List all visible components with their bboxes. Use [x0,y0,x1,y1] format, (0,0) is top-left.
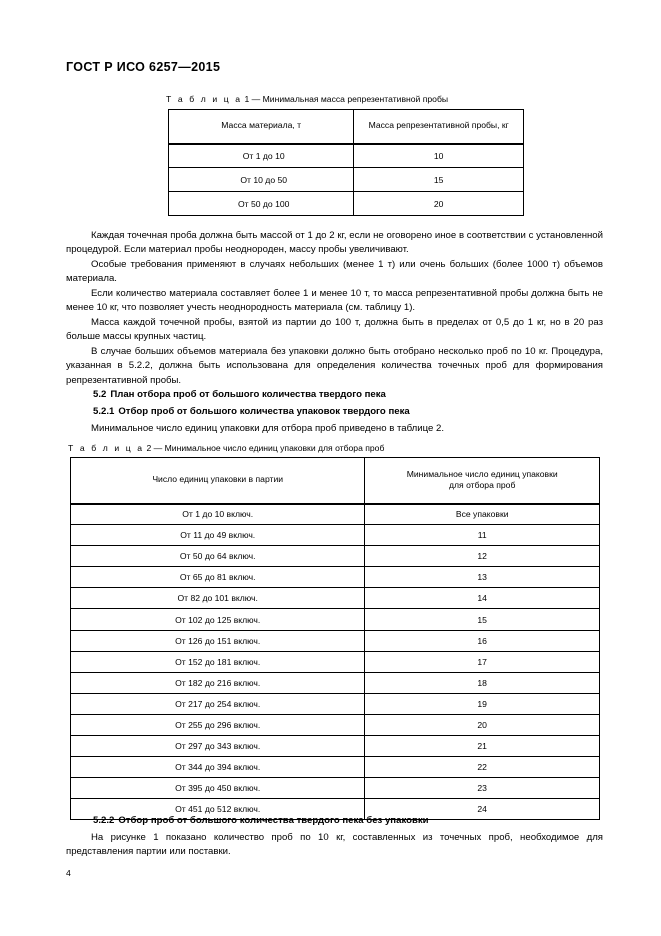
table-row [71,525,600,546]
heading-5-2 [93,388,386,402]
table-1-col-header-mass: Масса материала, т [169,110,354,144]
paragraph-min-packaging-units: Минимальное число единиц упаковки для отбора проб приведено в таблице 2. [91,423,445,434]
paragraph-lot-mass: Масса каждой точечной пробы, взятой из партии до 100 т, должна быть в пределах от 0,5 до 1 кг, но в 20 раз больше массы крупных частиц. [66,317,603,343]
table-2-cell-value: 22 [365,757,600,778]
table-2-cell-range: От 217 до 254 включ. [71,693,365,714]
heading-5-2-1 [93,405,410,419]
table-2-cell-value: 15 [365,609,600,630]
heading-5-2-text: План отбора проб от большого количества твердого пека [110,389,386,400]
table-row [71,651,600,672]
table-row [71,757,600,778]
table-1-body [169,144,524,216]
table-2-cell-range: От 395 до 450 включ. [71,778,365,799]
table-1-col-header-sample: Масса репрезентативной пробы, кг [354,110,524,144]
table-2-header-row [71,458,600,504]
paragraph-figure-1-reference: На рисунке 1 показано количество проб по 10 кг, составленных из точечных проб, необходимое для представления партии или поставки. [66,832,603,858]
table-2-cell-value: 16 [365,630,600,651]
table-row [71,609,600,630]
table-2-cell-value: 11 [365,525,600,546]
table-2-body [71,504,600,820]
table-2-caption-word: Т а б л и ц а [68,443,145,453]
table-2-cell-value: Все упаковки [365,504,600,525]
heading-5-2-number: 5.2 [93,389,107,400]
table-2-col-header-min-units-line1: Минимальное число единиц упаковки [406,468,558,479]
table-row [71,588,600,609]
table-2-cell-value: 13 [365,567,600,588]
table-2 [70,457,600,820]
table-row [71,567,600,588]
table-row [71,672,600,693]
table-2-col-header-min-units-line2: для отбора проб [449,480,516,491]
table-2-cell-value: 14 [365,588,600,609]
table-1-cell-value: 10 [354,144,524,168]
heading-5-2-2-number: 5.2.2 [93,815,115,826]
table-row [71,736,600,757]
paragraph-point-sample-mass: Каждая точечная проба должна быть массой от 1 до 2 кг, если не оговорено иное в соответствии с установленной процедурой. Если материал пробы неоднороден, массу пробы увеличивают. [66,230,603,256]
document-header: ГОСТ Р ИСО 6257—2015 [66,60,221,74]
table-1-header-row [169,110,524,144]
table-2-cell-range: От 152 до 181 включ. [71,651,365,672]
table-2-cell-range: От 102 до 125 включ. [71,609,365,630]
table-2-caption-text: 2 — Минимальное число единиц упаковки для отбора проб [146,443,385,453]
page-number: 4 [66,868,71,878]
table-2-cell-range: От 255 до 296 включ. [71,714,365,735]
heading-5-2-2 [93,814,429,828]
table-2-cell-range: От 50 до 64 включ. [71,546,365,567]
table-2-cell-range: От 11 до 49 включ. [71,525,365,546]
table-2-caption [68,443,384,453]
table-1-cell-range: От 50 до 100 [169,192,354,216]
table-row [71,778,600,799]
table-2-cell-value: 24 [365,799,600,820]
table-1 [168,109,524,216]
table-row [169,192,524,216]
table-row [71,693,600,714]
table-2-cell-range: От 1 до 10 включ. [71,504,365,525]
heading-5-2-2-text: Отбор проб от большого количества твердого пека без упаковки [118,815,429,826]
paragraph-special-requirements: Особые требования применяют в случаях небольших (менее 1 т) или очень больших (более 1000 т) объемов материала. [66,259,603,285]
table-2-cell-range: От 82 до 101 включ. [71,588,365,609]
table-2-col-header-min-units [365,458,600,504]
table-row [169,144,524,168]
table-row [169,168,524,192]
table-2-cell-value: 17 [365,651,600,672]
table-2-cell-value: 18 [365,672,600,693]
paragraph-material-quantity: Если количество материала составляет более 1 и менее 10 т, то масса репрезентативной пробы должна быть не менее 10 кг, что позволяет учесть неоднородность материала (см. таблицу 1). [66,288,603,314]
table-1-caption [166,94,448,104]
table-2-cell-value: 19 [365,693,600,714]
heading-5-2-1-text: Отбор проб от большого количества упаковок твердого пека [118,406,410,417]
table-1-caption-word: Т а б л и ц а [166,94,243,104]
table-2-cell-range: От 65 до 81 включ. [71,567,365,588]
table-1-cell-range: От 10 до 50 [169,168,354,192]
table-1-cell-value: 20 [354,192,524,216]
table-1-head [169,110,524,144]
table-1-caption-text: 1 — Минимальная масса репрезентативной пробы [244,94,449,104]
table-row [71,714,600,735]
table-2-cell-range: От 297 до 343 включ. [71,736,365,757]
table-2-cell-value: 21 [365,736,600,757]
table-2-cell-range: От 344 до 394 включ. [71,757,365,778]
table-2-cell-range: От 451 до 512 включ. [71,799,365,820]
table-2-cell-range: От 182 до 216 включ. [71,672,365,693]
table-2-cell-value: 23 [365,778,600,799]
heading-5-2-1-number: 5.2.1 [93,406,115,417]
paragraph-bulk-volumes: В случае больших объемов материала без упаковки должно быть отобрано несколько проб по 10 кг. Процедура, указанная в 5.2.2, должна быть использована для определения количества точечных проб для формирования репрезентативной пробы. [66,346,603,386]
table-1-cell-value: 15 [354,168,524,192]
table-2-col-header-units: Число единиц упаковки в партии [71,458,365,504]
table-1-cell-range: От 1 до 10 [169,144,354,168]
table-row [71,630,600,651]
table-row [71,504,600,525]
table-2-head [71,458,600,504]
table-row [71,546,600,567]
table-2-cell-range: От 126 до 151 включ. [71,630,365,651]
table-2-cell-value: 12 [365,546,600,567]
table-2-cell-value: 20 [365,714,600,735]
